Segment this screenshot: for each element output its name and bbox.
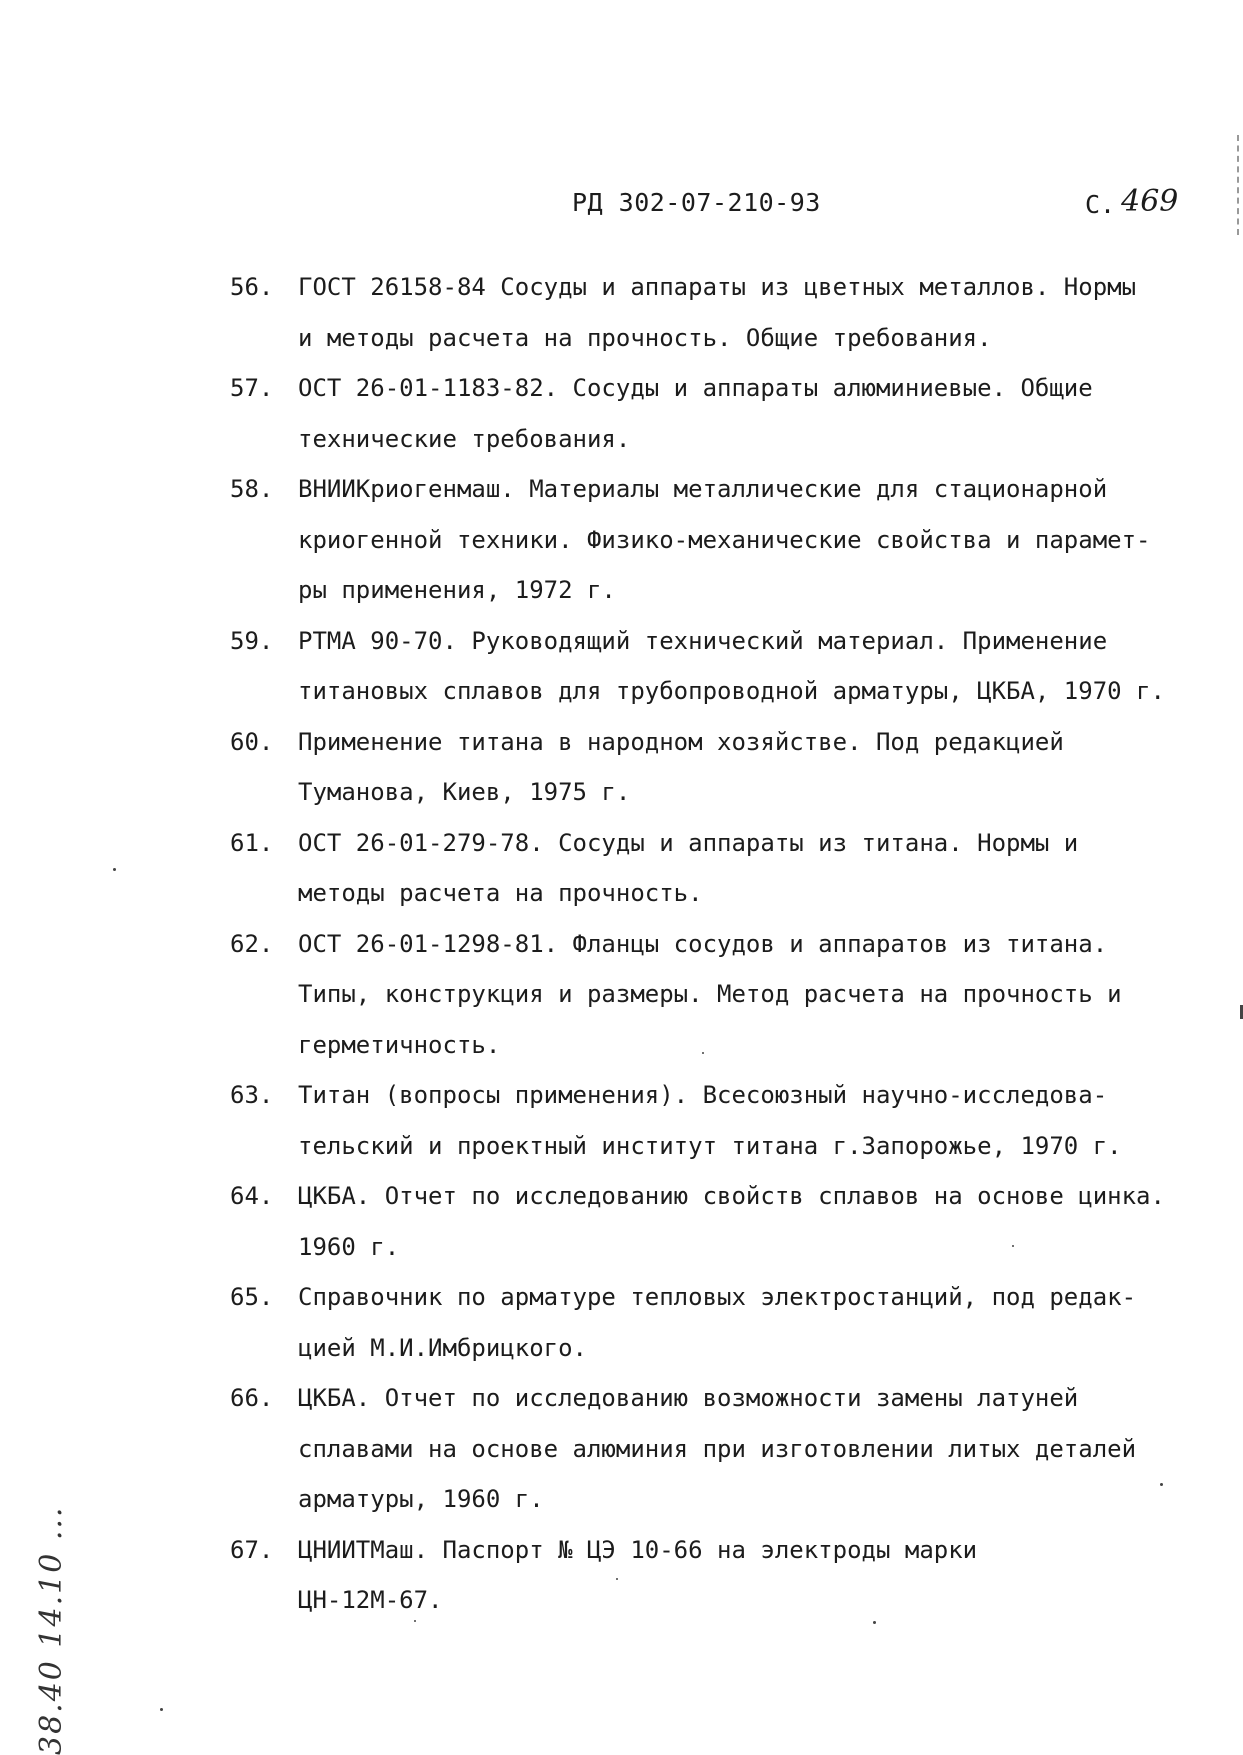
- reference-text-line: ГОСТ 26158-84 Сосуды и аппараты из цветных металлов. Нормы: [298, 273, 1137, 301]
- reference-item: [230, 1070, 1240, 1171]
- reference-text-line: арматуры, 1960 г.: [298, 1485, 544, 1513]
- reference-item: [230, 262, 1240, 363]
- reference-item: [230, 363, 1240, 464]
- reference-text-line: ОСТ 26-01-1298-81. Фланцы сосудов и аппаратов из титана.: [298, 929, 1108, 958]
- reference-item: [230, 1272, 1240, 1373]
- document-code: РД 302-07-210-93: [572, 188, 821, 217]
- scan-speck: [1160, 1483, 1163, 1486]
- page-number: 469: [1121, 184, 1179, 219]
- reference-number: 61.: [230, 828, 274, 857]
- reference-text-line: ЦН-12М-67.: [298, 1586, 443, 1614]
- reference-text-line: ОСТ 26-01-1183-82. Сосуды и аппараты алюминиевые. Общие: [298, 374, 1093, 402]
- scan-speck: [1012, 1245, 1014, 1247]
- reference-number: 58.: [230, 475, 274, 503]
- reference-text-line: ры применения, 1972 г.: [298, 576, 616, 604]
- reference-number: 60.: [230, 727, 274, 756]
- reference-number: 65.: [230, 1283, 274, 1311]
- reference-text-line: ЦКБА. Отчет по исследованию возможности замены латуней: [298, 1384, 1079, 1412]
- reference-item: [230, 1525, 1240, 1626]
- reference-list: [230, 262, 1240, 1626]
- reference-text-line: сплавами на основе алюминия при изготовлении литых деталей: [298, 1434, 1137, 1463]
- handwritten-margin-note: 38.40 14.10 ...: [34, 1505, 69, 1755]
- reference-item: [230, 818, 1240, 919]
- scan-edge-marks: [1235, 135, 1239, 235]
- reference-text-line: Справочник по арматуре тепловых электростанций, под редак-: [298, 1283, 1137, 1311]
- reference-text-line: Титан (вопросы применения). Всесоюзный научно-исследова-: [298, 1081, 1108, 1109]
- reference-item: [230, 1171, 1240, 1272]
- reference-item: [230, 464, 1240, 616]
- reference-number: 63.: [230, 1081, 274, 1109]
- reference-text-line: Применение титана в народном хозяйстве. Под редакцией: [298, 727, 1064, 756]
- reference-number: 67.: [230, 1535, 274, 1564]
- scan-speck: [616, 1578, 618, 1580]
- reference-text-line: ОСТ 26-01-279-78. Сосуды и аппараты из титана. Нормы и: [298, 828, 1079, 857]
- reference-number: 64.: [230, 1182, 274, 1210]
- reference-number: 66.: [230, 1384, 274, 1412]
- reference-number: 56.: [230, 273, 274, 301]
- reference-text-line: цией М.И.Имбрицкого.: [298, 1333, 587, 1362]
- reference-text-line: технические требования.: [298, 424, 631, 453]
- reference-item: [230, 616, 1240, 717]
- scan-speck: [873, 1621, 876, 1624]
- scan-speck: [702, 1052, 704, 1054]
- reference-text-line: герметичность.: [298, 1030, 501, 1059]
- page-prefix: С.: [1085, 190, 1116, 219]
- reference-number: 57.: [230, 374, 274, 402]
- scan-speck: [113, 868, 116, 871]
- reference-text-line: ВНИИКриогенмаш. Материалы металлические для стационарной: [298, 475, 1108, 503]
- reference-number: 62.: [230, 929, 274, 958]
- scan-speck: [160, 1708, 163, 1711]
- reference-text-line: ЦНИИТМаш. Паспорт № ЦЭ 10-66 на электроды марки: [298, 1535, 978, 1564]
- reference-text-line: криогенной техники. Физико-механические свойства и парамет-: [298, 525, 1151, 554]
- reference-item: [230, 717, 1240, 818]
- reference-number: 59.: [230, 626, 274, 655]
- reference-text-line: РТМА 90-70. Руководящий технический материал. Применение: [298, 626, 1108, 655]
- reference-text-line: тельский и проектный институт титана г.Запорожье, 1970 г.: [298, 1131, 1122, 1160]
- reference-text-line: Типы, конструкция и размеры. Метод расчета на прочность и: [298, 980, 1122, 1008]
- reference-item: [230, 919, 1240, 1071]
- reference-text-line: Туманова, Киев, 1975 г.: [298, 778, 631, 806]
- page-number-label: [1085, 186, 1178, 221]
- reference-text-line: 1960 г.: [298, 1232, 400, 1261]
- reference-text-line: титановых сплавов для трубопроводной арматуры, ЦКБА, 1970 г.: [298, 677, 1165, 705]
- reference-text-line: и методы расчета на прочность. Общие требования.: [298, 323, 992, 352]
- reference-item: [230, 1373, 1240, 1525]
- scan-speck: [414, 1620, 416, 1622]
- reference-text-line: ЦКБА. Отчет по исследованию свойств сплавов на основе цинка.: [298, 1182, 1165, 1210]
- reference-text-line: методы расчета на прочность.: [298, 879, 703, 907]
